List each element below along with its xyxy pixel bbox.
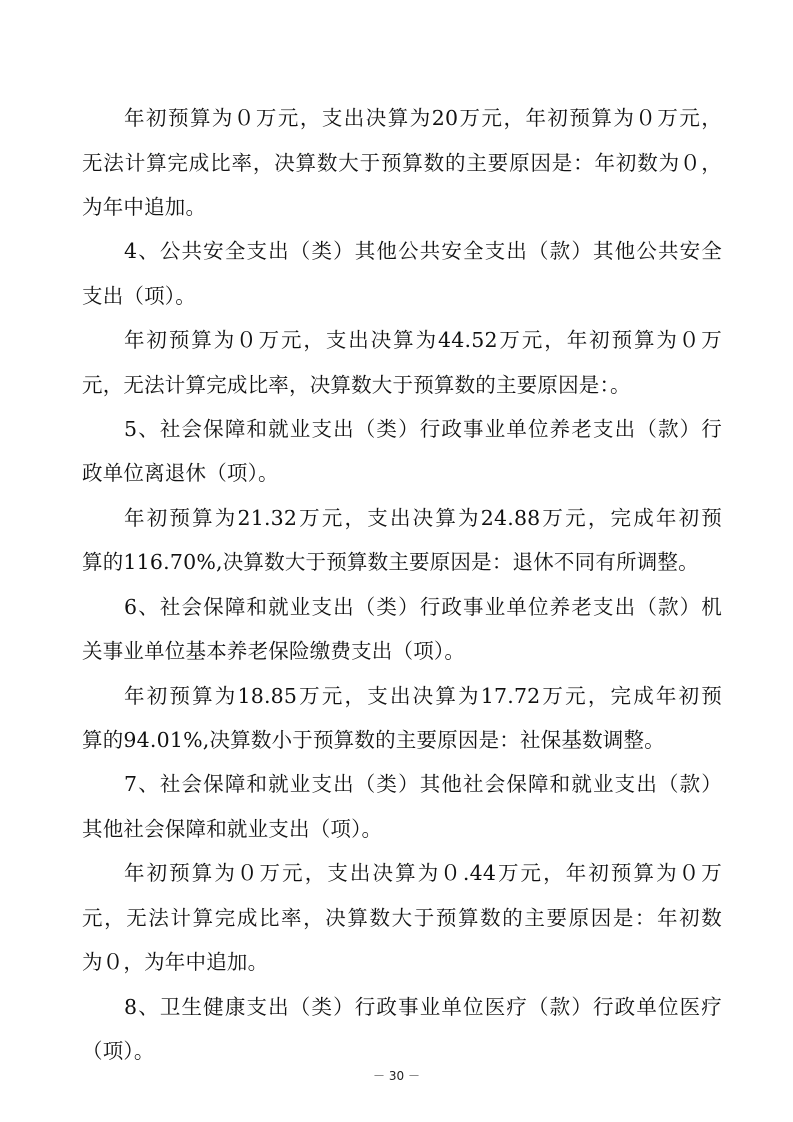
paragraph-line: 元，无法计算完成比率，决算数大于预算数的主要原因是：。	[82, 373, 631, 397]
section-heading-line: 4、公共安全支出（类）其他公共安全支出（款）其他公共安全	[124, 239, 722, 263]
paragraph-line: 年初预算为18.85万元，支出决算为17.72万元，完成年初预	[124, 684, 722, 708]
section-heading-line: 8、卫生健康支出（类）行政事业单位医疗（款）行政单位医疗	[124, 995, 722, 1019]
paragraph-line: 年初预算为21.32万元，支出决算为24.88万元，完成年初预	[124, 506, 722, 530]
paragraph-line: 为年中追加。	[82, 195, 207, 219]
section-heading-line: 6、社会保障和就业支出（类）行政事业单位养老支出（款）机	[124, 595, 722, 619]
paragraph-line: 为０，为年中追加。	[82, 950, 269, 974]
paragraph-line: 算的116.70%,决算数大于预算数主要原因是：退休不同有所调整。	[82, 550, 699, 574]
paragraph-line: 无法计算完成比率，决算数大于预算数的主要原因是：年初数为０，	[82, 151, 722, 175]
section-heading-line: 政单位离退休（项）。	[82, 461, 279, 485]
section-heading-line: 关事业单位基本养老保险缴费支出（项）。	[82, 639, 466, 663]
paragraph-line: 年初预算为０万元，支出决算为０.44万元，年初预算为０万	[124, 861, 722, 885]
section-heading-line: 5、社会保障和就业支出（类）行政事业单位养老支出（款）行	[124, 417, 722, 441]
section-heading-line: 7、社会保障和就业支出（类）其他社会保障和就业支出（款）	[124, 772, 722, 796]
paragraph-line: 元，无法计算完成比率，决算数大于预算数的主要原因是：年初数	[82, 906, 722, 930]
paragraph-line: 年初预算为０万元，支出决算为44.52万元，年初预算为０万	[124, 328, 722, 352]
paragraph-line: 年初预算为０万元，支出决算为20万元，年初预算为０万元，	[124, 106, 722, 130]
section-heading-line: （项）。	[82, 1039, 155, 1063]
page-number: － 30 －	[373, 1069, 420, 1083]
section-heading-line: 其他社会保障和就业支出（项）。	[82, 817, 383, 841]
section-heading-line: 支出（项）。	[82, 284, 196, 308]
paragraph-line: 算的94.01%,决算数小于预算数的主要原因是：社保基数调整。	[82, 728, 665, 752]
